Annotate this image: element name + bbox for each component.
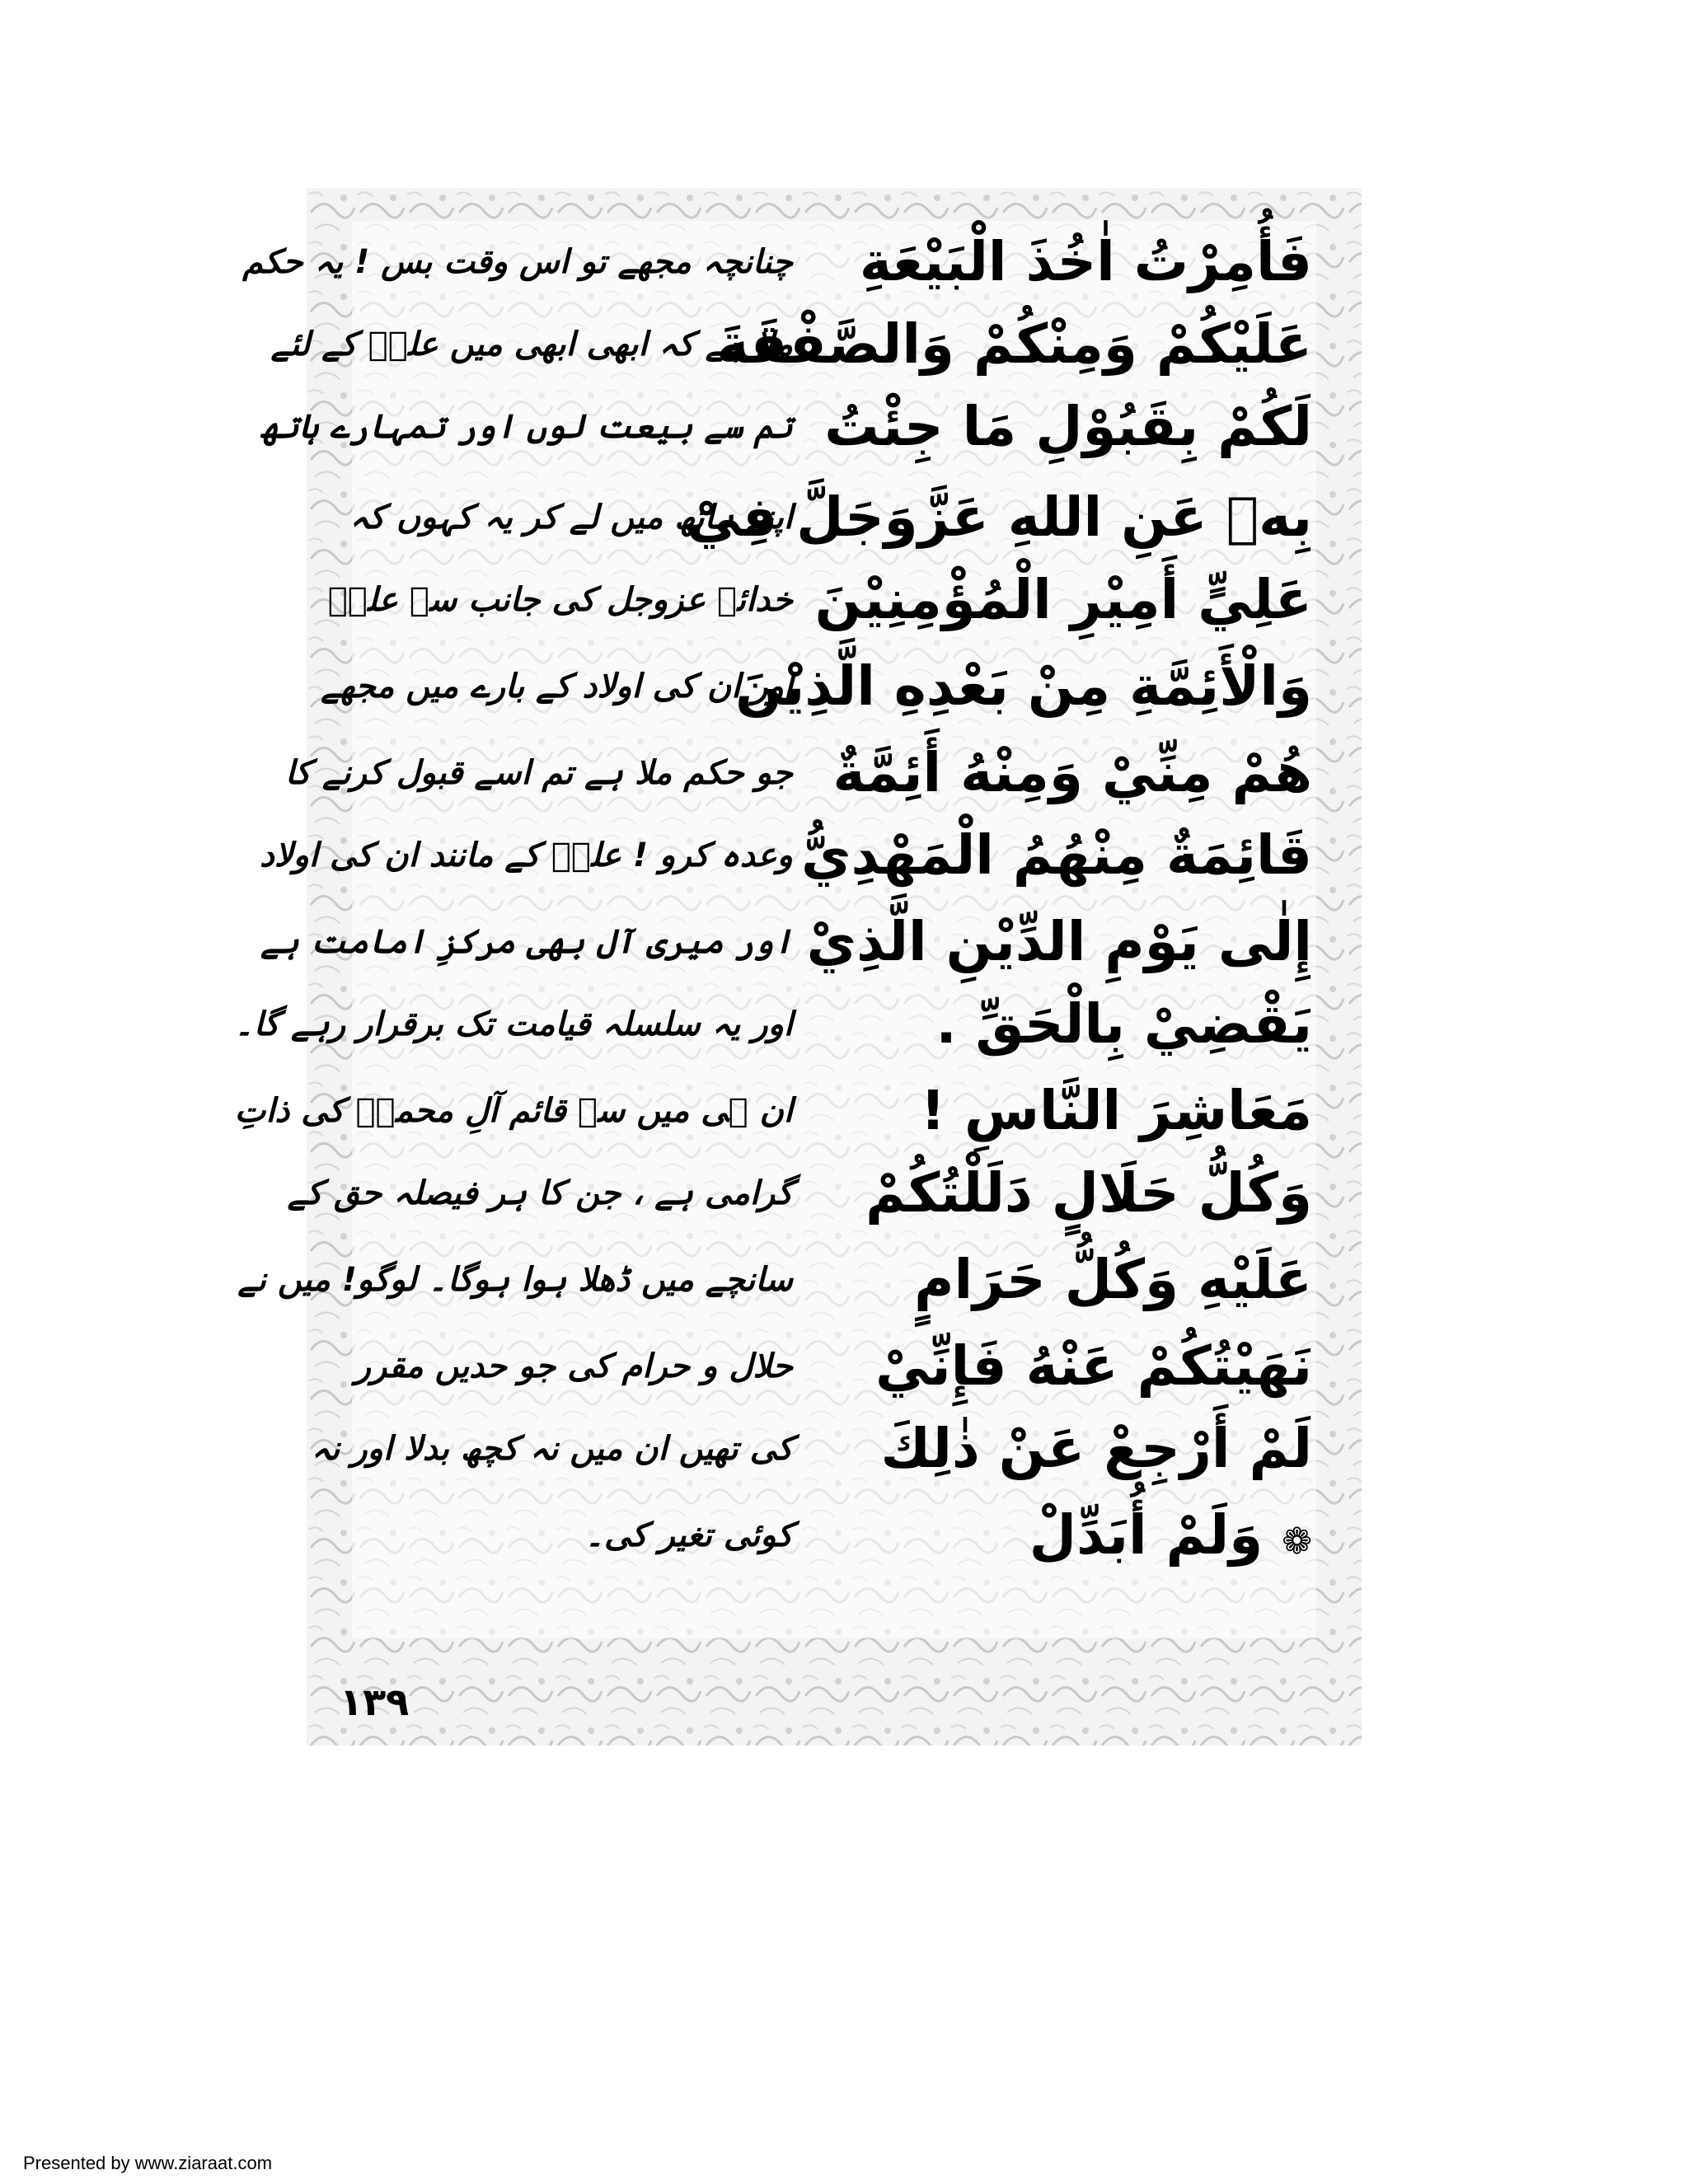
urdu-translation: ملا ہے کہ ابھی ابھی میں علیؑ کے لئے xyxy=(270,326,793,363)
text-line xyxy=(321,645,1312,728)
text-line xyxy=(259,814,1312,897)
text-line xyxy=(356,1494,1312,1577)
urdu-translation: ان ہی میں سے قائم آلِ محمدؐ کی ذاتِ xyxy=(234,1092,793,1130)
arabic-text: إِلٰى يَوْمِ الدِّيْنِ الَّذِيْ xyxy=(806,910,1312,973)
text-line xyxy=(242,221,1312,303)
urdu-translation: حلال و حرام کی جو حدیں مقرر xyxy=(354,1347,793,1385)
page-number: ۱۳۹ xyxy=(340,1680,410,1724)
arabic-text: هُمْ مِنِّيْ وَمِنْهُ أَئِمَّةٌ xyxy=(832,741,1312,804)
urdu-translation: گرامی ہے ، جن کا ہر فیصلہ حق کے xyxy=(287,1174,793,1212)
text-line xyxy=(237,1239,1312,1321)
urdu-translation: تم سے بیعت لوں اور تمہارے ہاتھ xyxy=(260,408,793,446)
text-line xyxy=(349,476,1312,559)
arabic-text: عَلَيْكُمْ وَمِنْكُمْ وَالصَّفْقَةَ xyxy=(716,312,1312,376)
text-line xyxy=(260,901,1312,983)
arabic-text: نَهَيْتُكُمْ عَنْهُ فَإِنِّيْ xyxy=(875,1334,1312,1398)
text-line xyxy=(311,1408,1312,1490)
urdu-translation: اور یہ سلسلہ قیامت تک برقرار رہے گا۔ xyxy=(234,1005,793,1043)
text-line xyxy=(287,1152,1312,1235)
urdu-translation: اور میری آل بھی مرکزِ امامت ہے xyxy=(260,923,793,961)
text-line xyxy=(356,1325,1312,1408)
urdu-translation: جو حکم ملا ہے تم اسے قبول کرنے کا xyxy=(284,754,793,792)
arabic-text: وَالْأَئِمَّةِ مِنْ بَعْدِهِ الَّذِيْنَ xyxy=(735,654,1312,718)
arabic-text: عَلِيٍّ أَمِيْرِ الْمُؤْمِنِيْنَ xyxy=(814,568,1312,631)
text-line xyxy=(234,1070,1312,1152)
text-line xyxy=(270,303,1312,386)
arabic-text: مَعَاشِرَ النَّاسِ ! xyxy=(920,1079,1312,1142)
urdu-translation: کی تھیں ان میں نہ کچھ بدلا اور نہ xyxy=(311,1430,793,1468)
urdu-translation: سانچے میں ڈھلا ہوا ہوگا۔ لوگو! میں نے xyxy=(237,1261,793,1299)
urdu-translation: اور ان کی اولاد کے بارے میں مجھے xyxy=(321,668,793,705)
text-line xyxy=(284,732,1312,814)
arabic-text: لَكُمْ بِقَبُوْلِ مَا جِئْتُ xyxy=(824,395,1312,458)
arabic-text-content: وَلَمْ أُبَدِّلْ xyxy=(1029,1503,1264,1567)
arabic-text: لَمْ أَرْجِعْ عَنْ ذٰلِكَ xyxy=(880,1417,1312,1480)
text-line xyxy=(234,983,1312,1066)
scanned-page xyxy=(234,188,1362,1746)
arabic-text: فَأُمِرْتُ اٰخُذَ الْبَيْعَةِ xyxy=(859,230,1312,293)
arabic-text: وَكُلُّ حَلَالٍ دَلَلْتُكُمْ xyxy=(865,1161,1312,1225)
end-ornament: ❁ xyxy=(1282,1521,1312,1563)
footer-credit: Presented by www.ziaraat.com xyxy=(23,2153,273,2173)
arabic-text: عَلَيْهِ وَكُلُّ حَرَامٍ xyxy=(914,1248,1312,1311)
urdu-translation: خدائے عزوجل کی جانب سے علیؑ xyxy=(327,581,793,619)
arabic-text: بِهٖ عَنِ اللهِ عَزَّوَجَلَّ فِيْ xyxy=(687,485,1312,549)
urdu-translation: اپنے ہاتھ میں لے کر یہ کہوں کہ xyxy=(349,499,793,537)
urdu-translation: وعدہ کرو ! علیؑ کے مانند ان کی اولاد xyxy=(259,837,793,874)
urdu-translation: چنانچہ مجھے تو اس وقت بس ! یہ حکم xyxy=(242,243,793,281)
urdu-translation: کوئی تغیر کی۔ xyxy=(584,1516,793,1554)
text-line xyxy=(327,559,1312,641)
page-text-body xyxy=(234,221,1312,1638)
text-line xyxy=(260,386,1312,468)
arabic-text: يَقْضِيْ بِالْحَقِّ . xyxy=(935,992,1312,1056)
arabic-text: قَائِمَةٌ مِنْهُمُ الْمَهْدِيُّ xyxy=(801,823,1312,887)
arabic-text xyxy=(801,1494,1312,1583)
